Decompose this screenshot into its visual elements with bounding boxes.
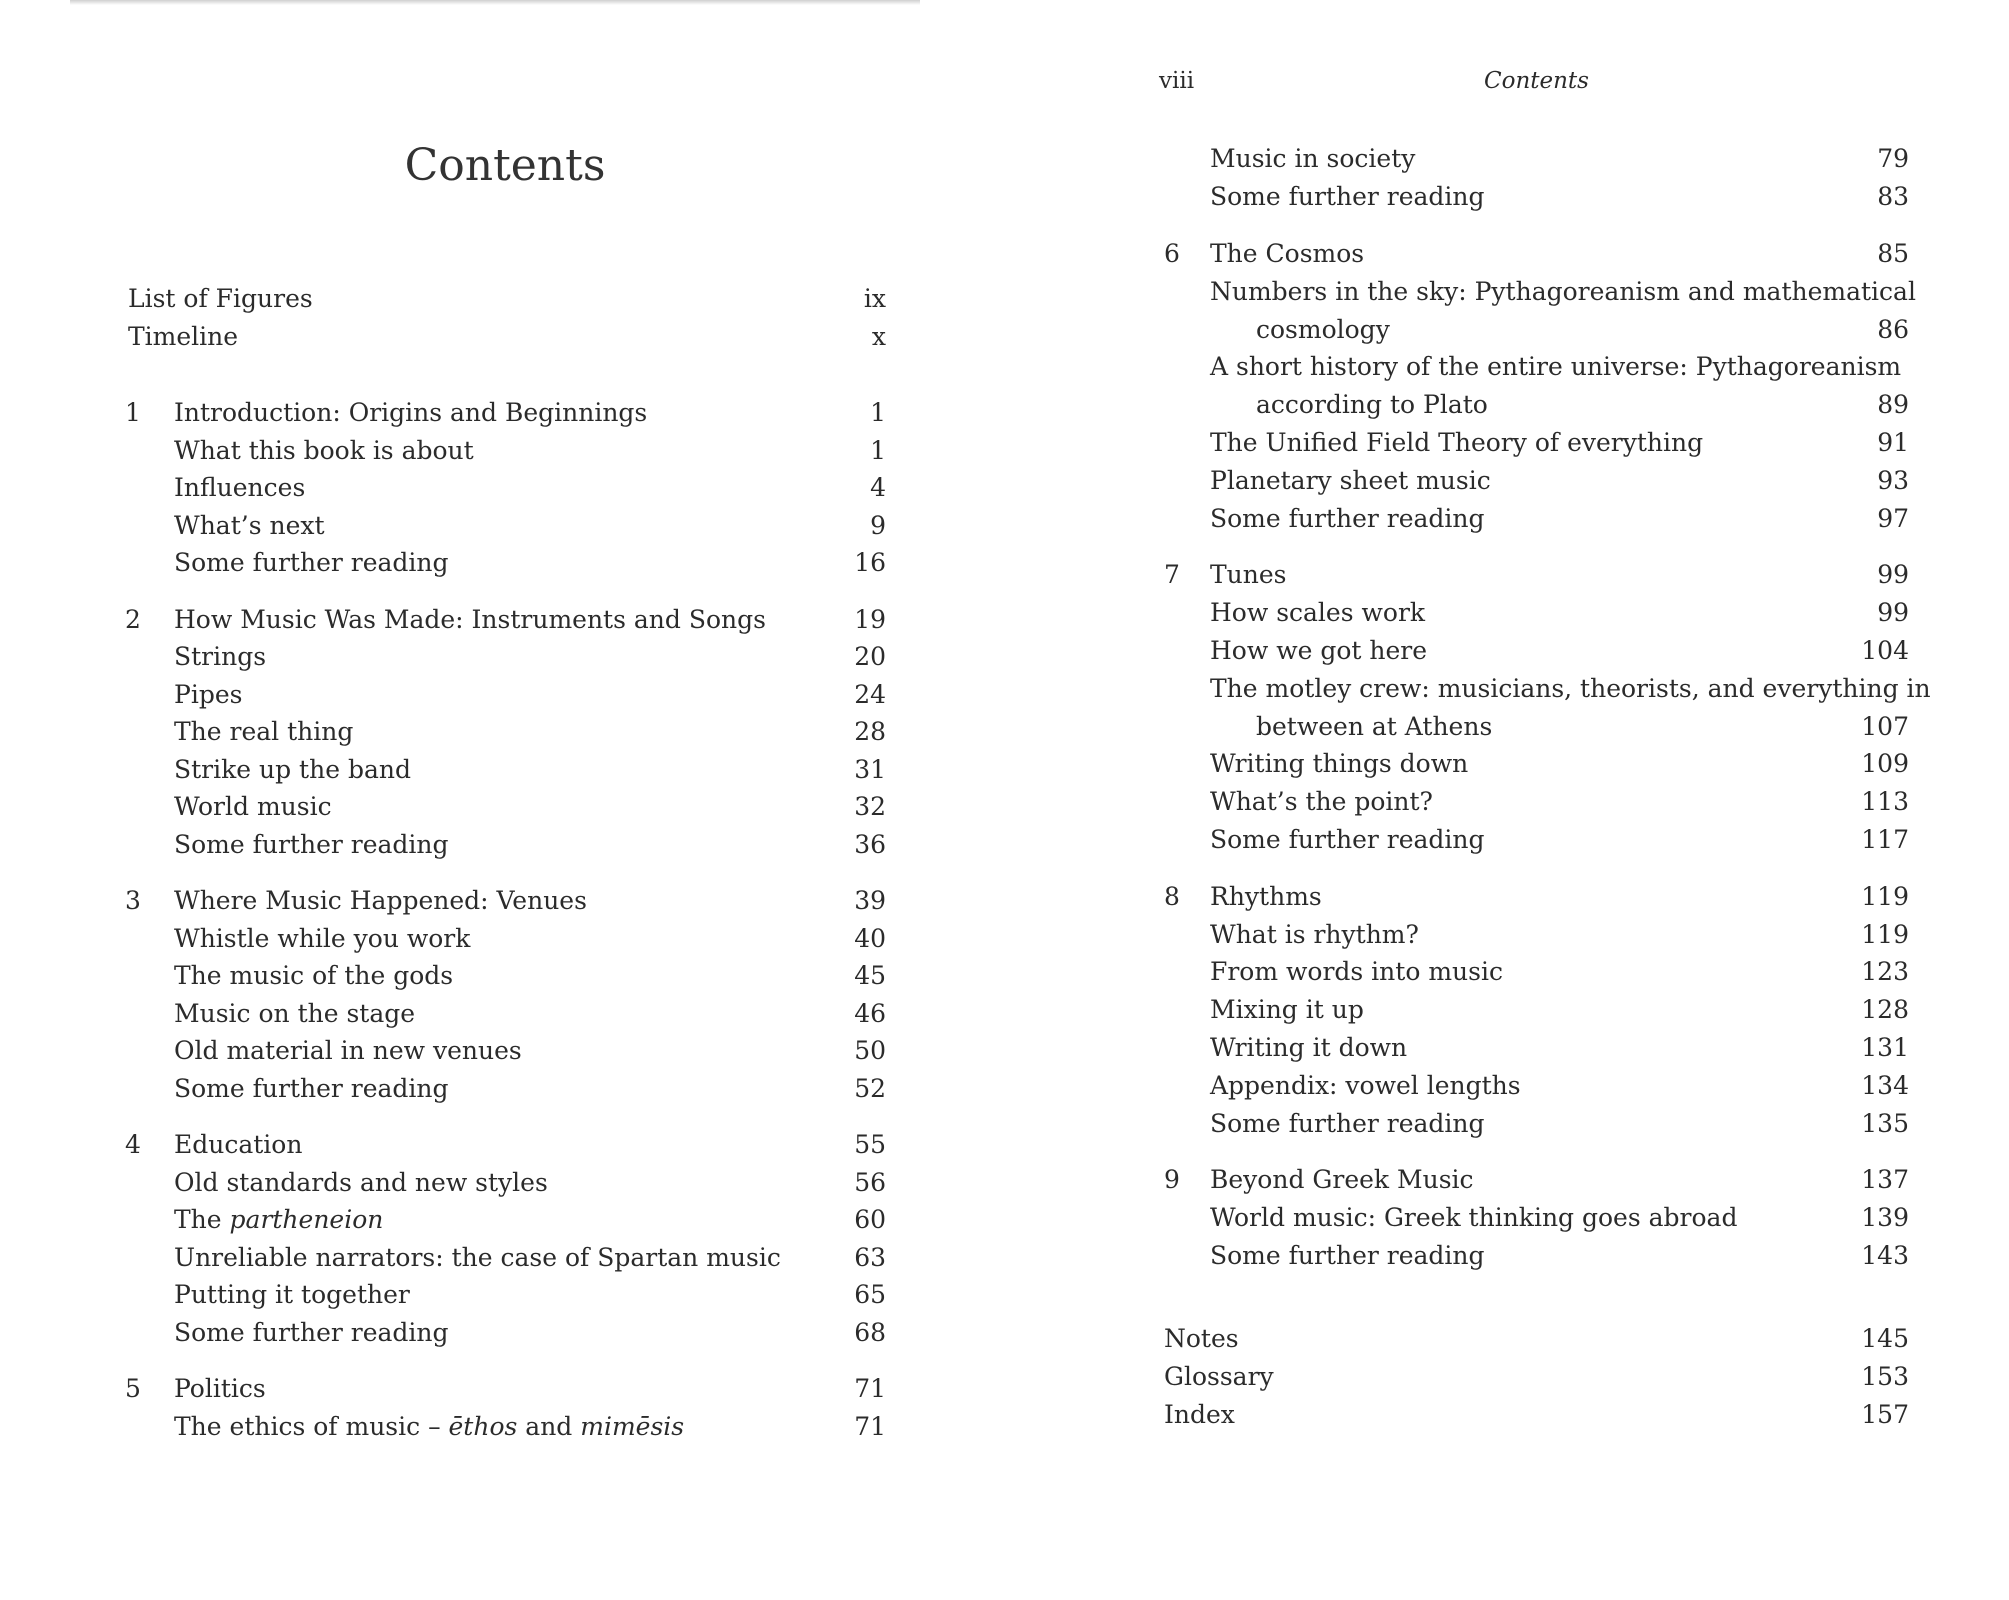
toc-entry-front-matter[interactable] — [0, 318, 1004, 356]
toc-section[interactable] — [1004, 745, 2009, 783]
toc-chapter-1[interactable] — [0, 394, 1004, 432]
toc-section[interactable] — [0, 826, 1004, 864]
italic-term: partheneion — [229, 1205, 384, 1234]
section-title: Strike up the band — [174, 754, 411, 784]
page-number: 79 — [1877, 144, 1909, 173]
toc-section[interactable] — [0, 1032, 1004, 1070]
entry-title: List of Figures — [128, 284, 313, 313]
page-number: 153 — [1861, 1361, 1909, 1391]
page-number: 157 — [1861, 1399, 1909, 1429]
page-number: 71 — [854, 1374, 886, 1403]
page-number: 65 — [854, 1280, 886, 1309]
toc-chapter-6[interactable] — [1004, 235, 2009, 273]
right-page — [1004, 0, 2009, 1600]
page-number: 137 — [1861, 1165, 1909, 1195]
section-title: Planetary sheet music — [1210, 465, 1491, 495]
page-number: 107 — [1861, 711, 1909, 741]
toc-section[interactable] — [1004, 991, 2009, 1029]
toc-section[interactable] — [0, 1164, 1004, 1202]
page-number: 46 — [854, 998, 886, 1028]
chapter-number: 3 — [125, 886, 141, 915]
section-title: What this book is about — [174, 435, 474, 465]
chapter-title: How Music Was Made: Instruments and Songs — [174, 604, 766, 634]
page-number: 4 — [870, 473, 886, 502]
toc-chapter-2[interactable] — [0, 601, 1004, 639]
toc-section[interactable] — [0, 1314, 1004, 1352]
toc-section-continuation[interactable] — [1004, 311, 2009, 349]
chapter-title: Beyond Greek Music — [1210, 1165, 1474, 1195]
page-number: 1 — [870, 398, 886, 427]
page-number: 99 — [1877, 560, 1909, 590]
page-number: 104 — [1861, 636, 1909, 665]
page-number: 56 — [854, 1167, 886, 1197]
page-number: 32 — [854, 792, 886, 821]
toc-section[interactable] — [1004, 273, 2009, 311]
toc-section[interactable] — [1004, 594, 2009, 632]
entry-title: Notes — [1164, 1324, 1239, 1353]
page-number: 86 — [1877, 314, 1909, 344]
page-number: 123 — [1861, 957, 1909, 987]
toc-section[interactable] — [1004, 821, 2009, 859]
toc-section[interactable] — [0, 1408, 1004, 1446]
toc-section[interactable] — [0, 1201, 1004, 1239]
section-title: Some further reading — [174, 1317, 449, 1347]
page-number: x — [871, 321, 886, 351]
section-title: Old standards and new styles — [174, 1167, 548, 1197]
section-title: Whistle while you work — [174, 923, 471, 953]
label-text: The — [174, 1205, 230, 1234]
section-title: What’s the point? — [1210, 787, 1433, 817]
page-number: 9 — [870, 510, 886, 540]
toc-section[interactable] — [0, 788, 1004, 826]
toc-chapter-4[interactable] — [0, 1126, 1004, 1164]
toc-section[interactable] — [0, 751, 1004, 789]
toc-section[interactable] — [1004, 462, 2009, 500]
page-number: 50 — [854, 1036, 886, 1065]
toc-section[interactable] — [1004, 424, 2009, 462]
section-title: Mixing it up — [1210, 995, 1364, 1025]
section-title: A short history of the entire universe: Pythagoreanism — [1210, 352, 1902, 382]
section-title: The Unified Field Theory of everything — [1210, 428, 1704, 457]
page-number: 71 — [854, 1411, 886, 1441]
chapter-title: The Cosmos — [1210, 239, 1365, 268]
toc-section[interactable] — [0, 995, 1004, 1033]
section-title: Writing it down — [1210, 1033, 1408, 1062]
page-number: 39 — [854, 886, 886, 915]
section-title: World music — [174, 792, 332, 821]
toc-chapter-7[interactable] — [1004, 556, 2009, 594]
page-number: 28 — [854, 717, 886, 746]
page-number: 89 — [1877, 390, 1909, 420]
section-title: Some further reading — [1210, 503, 1485, 533]
italic-term: ēthos — [448, 1411, 518, 1441]
entry-title: Timeline — [128, 321, 239, 351]
page-number: 143 — [1861, 1241, 1909, 1270]
running-head: Contents — [1484, 68, 1589, 94]
section-title: Some further reading — [1210, 1108, 1485, 1138]
page-number: 31 — [854, 754, 886, 784]
toc-section[interactable] — [0, 469, 1004, 507]
toc-section[interactable] — [1004, 783, 2009, 821]
section-title: Music on the stage — [174, 998, 416, 1028]
toc-section[interactable] — [0, 920, 1004, 958]
section-title: The music of the gods — [174, 961, 454, 990]
page-number: 109 — [1861, 749, 1909, 779]
section-title: Music in society — [1210, 144, 1416, 173]
page-number: 119 — [1861, 919, 1909, 949]
section-title: Some further reading — [1210, 1241, 1485, 1270]
page-title: Contents — [404, 140, 606, 191]
page-number: 40 — [854, 923, 886, 953]
chapter-number: 5 — [125, 1374, 141, 1403]
chapter-number: 7 — [1164, 560, 1180, 590]
toc-chapter-5[interactable] — [0, 1370, 1004, 1408]
toc-section[interactable] — [1004, 1029, 2009, 1067]
page-number: 63 — [854, 1242, 886, 1272]
italic-term: mimēsis — [580, 1411, 685, 1441]
chapter-number: 8 — [1164, 881, 1180, 911]
chapter-number: 1 — [125, 398, 141, 427]
toc-section[interactable] — [1004, 916, 2009, 954]
section-title: Some further reading — [174, 548, 449, 577]
toc-entry-back-matter[interactable] — [1004, 1320, 2009, 1358]
toc-section[interactable] — [0, 432, 1004, 470]
page-number: 19 — [854, 604, 886, 634]
toc-section[interactable] — [0, 544, 1004, 582]
section-title: How we got here — [1210, 636, 1428, 665]
toc-section[interactable] — [1004, 140, 2009, 178]
section-title: What’s next — [174, 510, 325, 540]
toc-section[interactable] — [0, 1276, 1004, 1314]
section-title: Some further reading — [174, 829, 449, 859]
page-number: 20 — [854, 642, 886, 671]
toc-section[interactable] — [1004, 348, 2009, 386]
page-number: 139 — [1861, 1203, 1909, 1233]
section-title: Some further reading — [1210, 181, 1485, 211]
label-text: The ethics of music – — [174, 1411, 449, 1441]
section-title: Appendix: vowel lengths — [1210, 1070, 1521, 1100]
toc-section[interactable] — [0, 713, 1004, 751]
page-number: 36 — [854, 829, 886, 859]
section-title: Putting it together — [174, 1280, 410, 1309]
toc-chapter-3[interactable] — [0, 882, 1004, 920]
page-number: 45 — [854, 961, 886, 990]
page-number: 60 — [854, 1205, 886, 1234]
page-number: 16 — [854, 548, 886, 577]
page-number: 83 — [1877, 181, 1909, 211]
page-number: 131 — [1861, 1033, 1909, 1062]
page-number: 24 — [854, 679, 886, 709]
section-title — [174, 1408, 684, 1446]
toc-section[interactable] — [1004, 500, 2009, 538]
toc-section[interactable] — [0, 1070, 1004, 1108]
toc-section[interactable] — [1004, 670, 2009, 708]
section-title: Writing things down — [1210, 749, 1469, 779]
toc-section[interactable] — [0, 1239, 1004, 1277]
chapter-title: Politics — [174, 1374, 266, 1403]
left-page — [0, 0, 1004, 1600]
section-title: The real thing — [174, 717, 354, 746]
toc-entry-front-matter[interactable] — [0, 280, 1004, 318]
page-number: 85 — [1877, 239, 1909, 268]
page-number: 119 — [1861, 881, 1909, 911]
toc-section-continuation[interactable] — [1004, 386, 2009, 424]
page-number: 97 — [1877, 503, 1909, 533]
section-title: Influences — [174, 473, 306, 502]
page-number: 52 — [854, 1073, 886, 1103]
section-title: Old material in new venues — [174, 1036, 522, 1065]
chapter-number: 2 — [125, 604, 141, 634]
section-title: Strings — [174, 642, 267, 671]
toc-section[interactable] — [0, 957, 1004, 995]
entry-title: Index — [1164, 1399, 1235, 1429]
page-number: 134 — [1861, 1070, 1909, 1100]
page-number: 68 — [854, 1317, 886, 1347]
chapter-number: 9 — [1164, 1165, 1180, 1195]
page-number: 117 — [1861, 825, 1909, 854]
chapter-title: Introduction: Origins and Beginnings — [174, 398, 648, 427]
toc-chapter-8[interactable] — [1004, 878, 2009, 916]
entry-title: Glossary — [1164, 1361, 1274, 1391]
chapter-title: Education — [174, 1130, 303, 1159]
page-number: 1 — [870, 435, 886, 465]
label-text: and — [517, 1411, 581, 1441]
toc-section[interactable] — [1004, 1199, 2009, 1237]
chapter-number: 6 — [1164, 239, 1180, 268]
section-title: Numbers in the sky: Pythagoreanism and mathematical — [1210, 276, 1916, 306]
page-number-folio: viii — [1159, 68, 1195, 94]
toc-section[interactable] — [0, 507, 1004, 545]
section-title: The motley crew: musicians, theorists, and everything in — [1210, 673, 1931, 703]
section-title-continued: between at Athens — [1256, 711, 1493, 741]
toc-section[interactable] — [0, 676, 1004, 714]
chapter-title: Rhythms — [1210, 881, 1322, 911]
section-title: What is rhythm? — [1210, 919, 1419, 949]
toc-section[interactable] — [1004, 1105, 2009, 1143]
toc-section[interactable] — [1004, 1237, 2009, 1275]
section-title: From words into music — [1210, 957, 1503, 987]
page-number: 135 — [1861, 1108, 1909, 1138]
section-title — [174, 1201, 383, 1239]
section-title: Unreliable narrators: the case of Spartan music — [174, 1242, 781, 1272]
section-title: Some further reading — [1210, 825, 1485, 854]
chapter-number: 4 — [125, 1130, 141, 1159]
toc-chapter-9[interactable] — [1004, 1161, 2009, 1199]
toc-section[interactable] — [1004, 178, 2009, 216]
page-number: 91 — [1877, 428, 1909, 457]
page-number: 99 — [1877, 598, 1909, 628]
toc-section[interactable] — [1004, 953, 2009, 991]
toc-entry-back-matter[interactable] — [1004, 1396, 2009, 1434]
toc-section[interactable] — [1004, 632, 2009, 670]
toc-section[interactable] — [1004, 1067, 2009, 1105]
section-title-continued: according to Plato — [1256, 390, 1488, 420]
page-number: 93 — [1877, 465, 1909, 495]
toc-section-continuation[interactable] — [1004, 708, 2009, 746]
section-title: Some further reading — [174, 1073, 449, 1103]
toc-section[interactable] — [0, 638, 1004, 676]
section-title-continued: cosmology — [1256, 314, 1390, 344]
toc-entry-back-matter[interactable] — [1004, 1358, 2009, 1396]
section-title: How scales work — [1210, 598, 1426, 628]
section-title: Pipes — [174, 679, 243, 709]
page-number: 55 — [854, 1130, 886, 1159]
page-number: 113 — [1861, 787, 1909, 817]
chapter-title: Tunes — [1210, 560, 1287, 590]
page-number: ix — [863, 284, 886, 313]
section-title: World music: Greek thinking goes abroad — [1210, 1203, 1738, 1233]
chapter-title: Where Music Happened: Venues — [174, 886, 587, 915]
page-number: 128 — [1861, 995, 1909, 1025]
page-number: 145 — [1861, 1324, 1909, 1353]
